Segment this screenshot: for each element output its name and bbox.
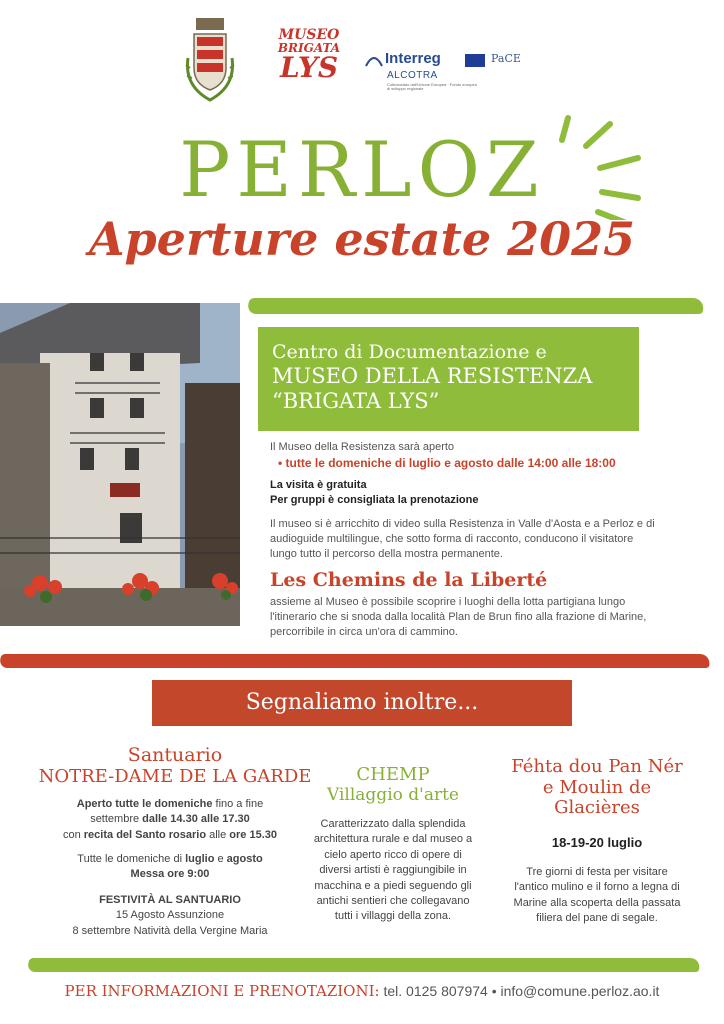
chemp-text-line: antichi sentieri che collegavano <box>316 894 470 907</box>
santuario-hours <box>20 797 320 843</box>
santuario-open3-pre: con <box>62 828 84 841</box>
chemp-text <box>300 817 486 925</box>
festivita-item: 15 Agosto Assunzione <box>115 909 225 922</box>
santuario-title-line2: NOTRE-DAME DE LA GARDE <box>38 765 312 787</box>
chemins-text-line: percorribile in circa un'ora di cammino. <box>270 625 458 638</box>
chemp-text-line: tutti i villaggi della zona. <box>334 910 452 923</box>
green-brush-stroke-bottom <box>27 958 702 972</box>
santuario-messa <box>20 852 320 883</box>
santuario-sunday-line <box>20 852 320 867</box>
eu-flag-icon <box>465 54 485 67</box>
chemp-title-line1: CHEMP <box>356 764 430 785</box>
santuario-rosario-time: ore 15.30 <box>229 828 277 841</box>
sunday-mid: e <box>214 853 227 865</box>
fehta-text-line: l'antico mulino e il forno a legna di <box>514 881 680 894</box>
logo-text: BRIGATA <box>277 41 341 55</box>
fehta-text-line: filiera del pane di segale. <box>536 912 658 925</box>
page-subtitle: Aperture estate 2025 <box>88 212 636 266</box>
page-title: PERLOZ <box>179 125 545 214</box>
museum-description <box>270 517 655 562</box>
museum-building-photo <box>0 303 240 626</box>
chemp-text-line: cielo aperto ricco di opere di <box>324 848 462 861</box>
santuario-open2-bold: dalle 14.30 alle 17.30 <box>142 813 250 826</box>
santuario-title <box>30 745 320 788</box>
museum-heading-line1: Centro di Documentazione e <box>272 341 547 363</box>
santuario-open-rest: fino a fine <box>212 798 264 810</box>
chemins-title: Les Chemins de la Liberté <box>270 569 548 591</box>
museo-brigata-lys-logo <box>274 28 344 98</box>
footer-label: PER INFORMAZIONI E PRENOTAZIONI: <box>64 982 380 1000</box>
chemp-text-line: architettura rurale e dal museo a <box>313 833 473 846</box>
festivita-item: 8 settembre Natività della Vergine Maria <box>72 924 268 937</box>
fehta-title-line1: Féhta dou Pan Nér <box>511 756 683 777</box>
interreg-name: Interreg <box>385 50 441 67</box>
santuario-hours-line <box>20 812 320 827</box>
museum-groups-note: Per gruppi è consigliata la prenotazione <box>270 494 479 506</box>
museum-open-intro: Il Museo della Resistenza sarà aperto <box>270 441 455 453</box>
sunday-pre: Tutte le domeniche di <box>77 853 186 865</box>
chemp-title-line2: Villaggio d'arte <box>327 784 459 805</box>
green-brush-stroke <box>246 298 705 314</box>
interreg-logo <box>365 50 545 95</box>
santuario-open-bold: Aperto tutte le domeniche <box>76 798 213 810</box>
fehta-text-line: Marine alla scoperta della passata <box>513 896 681 909</box>
santuario-hours-line <box>20 797 320 812</box>
logo-text: LYS <box>279 51 339 84</box>
fehta-dates: 18-19-20 luglio <box>551 835 643 850</box>
museum-heading-line2: MUSEO DELLA RESISTENZA <box>272 363 593 388</box>
fehta-title-line2: e Moulin de <box>542 776 652 798</box>
museum-free-visit: La visita è gratuita <box>270 479 367 491</box>
museum-heading-box <box>258 327 639 431</box>
santuario-open2-pre: settembre <box>90 813 143 826</box>
footer-contacts <box>0 982 724 1000</box>
museum-description-line: Il museo si è arricchito di video sulla Resistenza in Valle d'Aosta e a Perloz e di <box>270 518 655 530</box>
chemp-text-line: Caratterizzato dalla splendida <box>320 818 466 830</box>
sunday-july: luglio <box>185 853 215 865</box>
red-brush-stroke <box>0 654 711 668</box>
segnaliamo-banner: Segnaliamo inoltre... <box>152 680 572 726</box>
museum-open-hours: • tutte le domeniche di luglio e agosto dalle 14:00 alle 18:00 <box>278 456 616 470</box>
chemp-title <box>300 765 486 805</box>
messa-time: Messa ore 9:00 <box>130 868 210 881</box>
fehta-title <box>490 757 704 819</box>
fehta-text-line: Tre giorni di festa per visitare <box>526 866 668 878</box>
pace-logo: PaCE <box>491 52 521 65</box>
santuario-hours-line <box>20 828 320 843</box>
interreg-arc-icon <box>365 52 383 68</box>
footer-contact-info: tel. 0125 807974 • info@comune.perloz.ao.it <box>383 983 660 999</box>
museum-description-line: lungo tutto il percorso della mostra permanente. <box>270 547 503 560</box>
santuario-rosario: recita del Santo rosario <box>83 828 207 841</box>
chemins-text-line: l'itinerario che si snoda dalla località Plan de Brun fino alla frazione di Marine, <box>270 610 647 623</box>
coat-of-arms-logo <box>180 18 240 106</box>
santuario-open3-mid: alle <box>206 828 230 841</box>
santuario-festivita <box>20 893 320 939</box>
museum-heading-line3: “BRIGATA LYS” <box>272 388 440 413</box>
logo-text: MUSEO <box>278 27 340 43</box>
interreg-program: ALCOTRA <box>387 70 438 81</box>
chemp-text-line: diversi artisti è raggiungibile in <box>319 864 467 877</box>
santuario-title-line1: Santuario <box>127 744 223 766</box>
fehta-text <box>490 865 704 927</box>
chemp-text-line: macchina e a piedi seguendo gli <box>314 879 472 892</box>
museum-description-line: audioguide multilingue, che sotto forma di racconto, conducono il visitatore <box>270 532 634 545</box>
chemins-text <box>270 595 646 640</box>
interreg-tagline: Cofinanziato dall'Unione Europea · Fondo europeo di sviluppo regionale <box>387 82 477 92</box>
sunday-august: agosto <box>226 853 263 865</box>
festivita-title: FESTIVITÀ AL SANTUARIO <box>99 894 241 906</box>
chemins-text-line: assieme al Museo è possibile scoprire i luoghi della lotta partigiana lungo <box>270 596 626 608</box>
fehta-title-line3: Glacières <box>554 797 640 819</box>
